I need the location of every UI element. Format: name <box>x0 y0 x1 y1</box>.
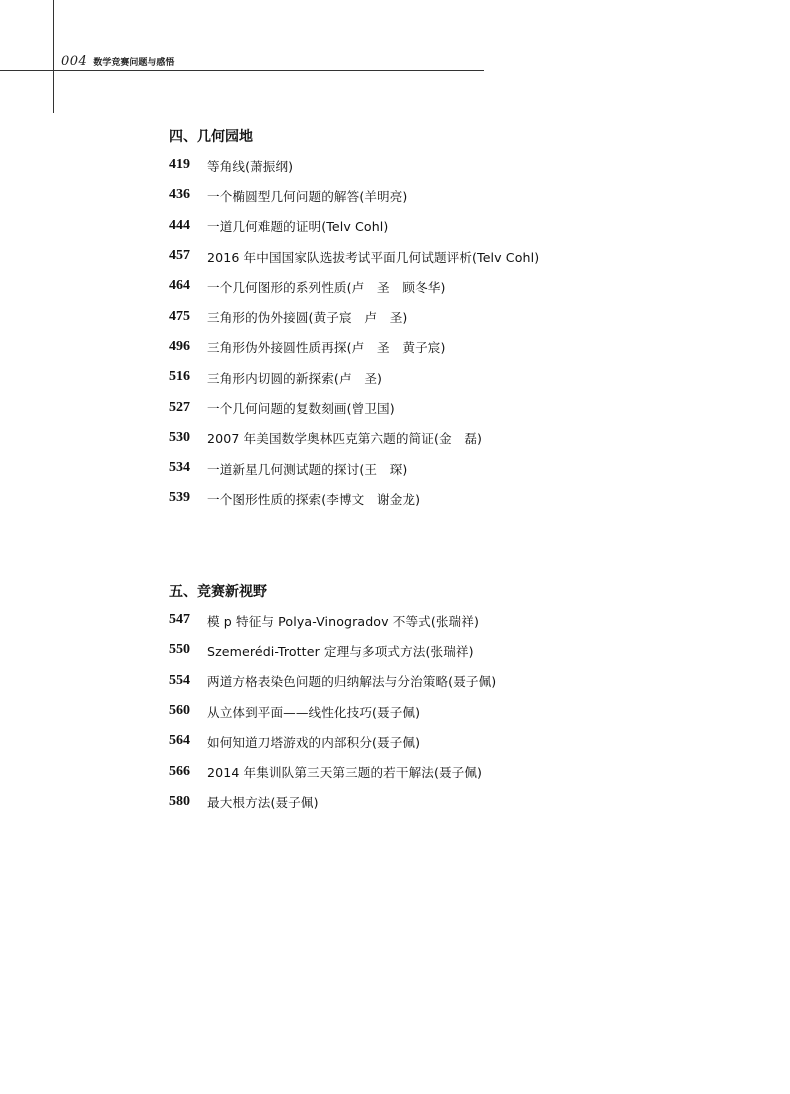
toc-entry[interactable] <box>169 423 729 453</box>
toc-entry[interactable] <box>169 787 729 817</box>
entry-title: 三角形内切圆的新探索(卢 圣) <box>207 370 383 386</box>
toc-list <box>169 605 729 817</box>
toc-entry[interactable] <box>169 301 729 331</box>
entry-page-number: 496 <box>169 338 190 354</box>
section-heading: 五、竞赛新视野 <box>169 584 267 600</box>
entry-page-number: 530 <box>169 429 190 445</box>
toc-entry[interactable] <box>169 271 729 301</box>
entry-title: 2016 年中国国家队选拔考试平面几何试题评析(Telv Cohl) <box>207 249 540 265</box>
header-horizontal-rule <box>0 70 484 71</box>
toc-entry[interactable] <box>169 150 729 180</box>
entry-title: 等角线(萧振纲) <box>207 158 294 174</box>
toc-entry[interactable] <box>169 392 729 422</box>
toc-entry[interactable] <box>169 180 729 210</box>
toc-entry[interactable] <box>169 635 729 665</box>
entry-page-number: 547 <box>169 612 190 628</box>
entry-page-number: 436 <box>169 187 190 203</box>
book-title: 数学竞赛问题与感悟 <box>93 58 175 68</box>
toc-entry[interactable] <box>169 483 729 513</box>
section-geometry <box>169 127 729 514</box>
entry-title: 三角形伪外接圆性质再探(卢 圣 黄子宸) <box>207 340 446 356</box>
entry-title: 2014 年集训队第三天第三题的若干解法(聂子佩) <box>207 765 483 781</box>
running-header <box>61 55 174 69</box>
entry-page-number: 560 <box>169 703 190 719</box>
toc-entry[interactable] <box>169 332 729 362</box>
entry-page-number: 550 <box>169 642 190 658</box>
toc-list <box>169 150 729 514</box>
entry-page-number: 464 <box>169 278 190 294</box>
toc-entry[interactable] <box>169 756 729 786</box>
entry-title: 2007 年美国数学奥林匹克第六题的简证(金 磊) <box>207 431 483 447</box>
entry-page-number: 475 <box>169 308 190 324</box>
entry-title: 一道几何难题的证明(Telv Cohl) <box>207 219 389 235</box>
toc-entry[interactable] <box>169 453 729 483</box>
entry-title: 三角形的伪外接圆(黄子宸 卢 圣) <box>207 310 408 326</box>
section-competition-horizons <box>169 582 729 817</box>
entry-page-number: 516 <box>169 369 190 385</box>
entry-page-number: 457 <box>169 248 190 264</box>
toc-entry[interactable] <box>169 666 729 696</box>
entry-page-number: 539 <box>169 490 190 506</box>
header-vertical-rule <box>53 0 54 113</box>
section-heading: 四、几何园地 <box>169 129 253 145</box>
entry-page-number: 580 <box>169 793 190 809</box>
entry-title: 两道方格表染色问题的归纳解法与分治策略(聂子佩) <box>207 674 497 690</box>
entry-title: 一个几何问题的复数刻画(曾卫国) <box>207 401 395 417</box>
entry-page-number: 419 <box>169 157 190 173</box>
entry-page-number: 527 <box>169 399 190 415</box>
entry-page-number: 566 <box>169 763 190 779</box>
entry-title: 一个椭圆型几何问题的解答(羊明亮) <box>207 188 408 204</box>
entry-title: 如何知道刀塔游戏的内部积分(聂子佩) <box>207 734 421 750</box>
entry-title: Szemerédi-Trotter 定理与多项式方法(张瑞祥) <box>207 643 474 659</box>
entry-page-number: 534 <box>169 460 190 476</box>
page-number: 004 <box>61 54 88 69</box>
entry-title: 一个图形性质的探索(李博文 谢金龙) <box>207 491 421 507</box>
toc-entry[interactable] <box>169 726 729 756</box>
toc-entry[interactable] <box>169 696 729 726</box>
toc-entry[interactable] <box>169 211 729 241</box>
entry-page-number: 564 <box>169 733 190 749</box>
toc-entry[interactable] <box>169 605 729 635</box>
entry-title: 一道新星几何测试题的探讨(王 琛) <box>207 461 408 477</box>
entry-title: 一个几何图形的系列性质(卢 圣 顾冬华) <box>207 279 446 295</box>
toc-entry[interactable] <box>169 362 729 392</box>
toc-entry[interactable] <box>169 241 729 271</box>
entry-title: 最大根方法(聂子佩) <box>207 795 319 811</box>
entry-title: 模 p 特征与 Polya-Vinogradov 不等式(张瑞祥) <box>207 613 479 629</box>
entry-page-number: 444 <box>169 217 190 233</box>
entry-title: 从立体到平面——线性化技巧(聂子佩) <box>207 704 421 720</box>
entry-page-number: 554 <box>169 672 190 688</box>
